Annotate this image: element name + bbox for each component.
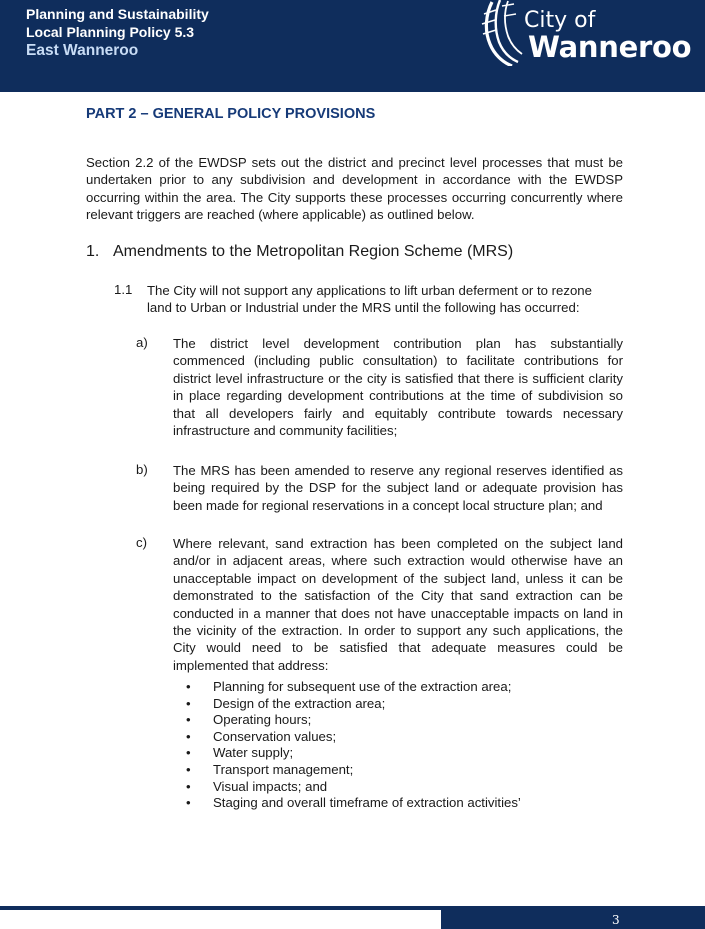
logo-text-wanneroo: Wanneroo bbox=[528, 30, 692, 64]
list-item: • Water supply; bbox=[186, 745, 294, 761]
page-header bbox=[0, 0, 705, 92]
bullet-icon: • bbox=[186, 695, 191, 711]
logo-text-city-of: City of bbox=[524, 8, 596, 33]
list-item: • Staging and overall timeframe of extraction activities’ bbox=[186, 795, 521, 811]
bullet-icon: • bbox=[186, 761, 191, 777]
bullet-icon: • bbox=[186, 728, 191, 744]
header-policy-number: Local Planning Policy 5.3 bbox=[26, 24, 195, 40]
footer-page-tab bbox=[441, 906, 705, 929]
page-number: 3 bbox=[612, 913, 620, 927]
list-item: • Operating hours; bbox=[186, 712, 312, 728]
item-a-letter: a) bbox=[136, 335, 148, 350]
list-item: • Conservation values; bbox=[186, 728, 337, 744]
subsection-text: The City will not support any applications to lift urban deferment or to rezone land to Urban or Industrial under the MRS until the following has occurred: bbox=[147, 283, 592, 316]
section-title: Amendments to the Metropolitan Region Scheme (MRS) bbox=[113, 243, 514, 260]
city-of-wanneroo-logo-icon bbox=[478, 0, 524, 66]
section-number: 1. bbox=[86, 243, 100, 260]
intro-paragraph: Section 2.2 of the EWDSP sets out the district and precinct level processes that must be undertaken prior to any subdivision and development in accordance with the EWDSP occurring within the area. The City supports these processes occurring concurrently where relevant triggers are reached (where applicable) as outlined below. bbox=[86, 155, 623, 223]
bullet-icon: • bbox=[186, 778, 191, 794]
item-c-letter: c) bbox=[136, 535, 147, 550]
bullet-icon: • bbox=[186, 679, 191, 694]
item-c-text: Where relevant, sand extraction has been completed on the subject land and/or in adjacent areas, where such extraction would otherwise have an unacceptable impact on development of the subject land, unless it can be demonstrated to the satisfaction of the City that sand extraction can be conducted in a manner that does not have unacceptable impacts on land in the vicinity of the extraction. In order to support any such applications, the City would need to be satisfied that adequate measures could be implemented that address: bbox=[173, 536, 623, 673]
subsection-number: 1.1 bbox=[114, 282, 133, 297]
bullet-icon: • bbox=[186, 745, 191, 761]
list-item: • Design of the extraction area; bbox=[186, 695, 386, 711]
list-item: • Planning for subsequent use of the extraction area; bbox=[186, 679, 512, 694]
list-item: • Transport management; bbox=[186, 761, 354, 777]
footer-rule bbox=[0, 906, 441, 910]
part-title: PART 2 – GENERAL POLICY PROVISIONS bbox=[86, 106, 376, 122]
item-b-letter: b) bbox=[136, 462, 148, 477]
bullet-icon: • bbox=[186, 712, 191, 728]
item-a-text: The district level development contribution plan has substantially commenced (including public consultation) to facilitate contributions for district level infrastructure or the city is satisfied that there is sufficient clarity in place regarding development contributions at the time of subdivision so that all developers fairly and equitably contribute towards necessary infrastructure and community facilities; bbox=[173, 336, 623, 439]
bullet-icon: • bbox=[186, 795, 191, 811]
address-measures-list bbox=[186, 679, 521, 812]
header-area-name: East Wanneroo bbox=[26, 42, 139, 59]
item-b-text: The MRS has been amended to reserve any regional reserves identified as being required by the DSP for the subject land or adequate provision has been made for regional reservations in a concept local structure plan; and bbox=[173, 463, 623, 513]
header-department: Planning and Sustainability bbox=[26, 6, 209, 22]
list-item: • Visual impacts; and bbox=[186, 778, 328, 794]
